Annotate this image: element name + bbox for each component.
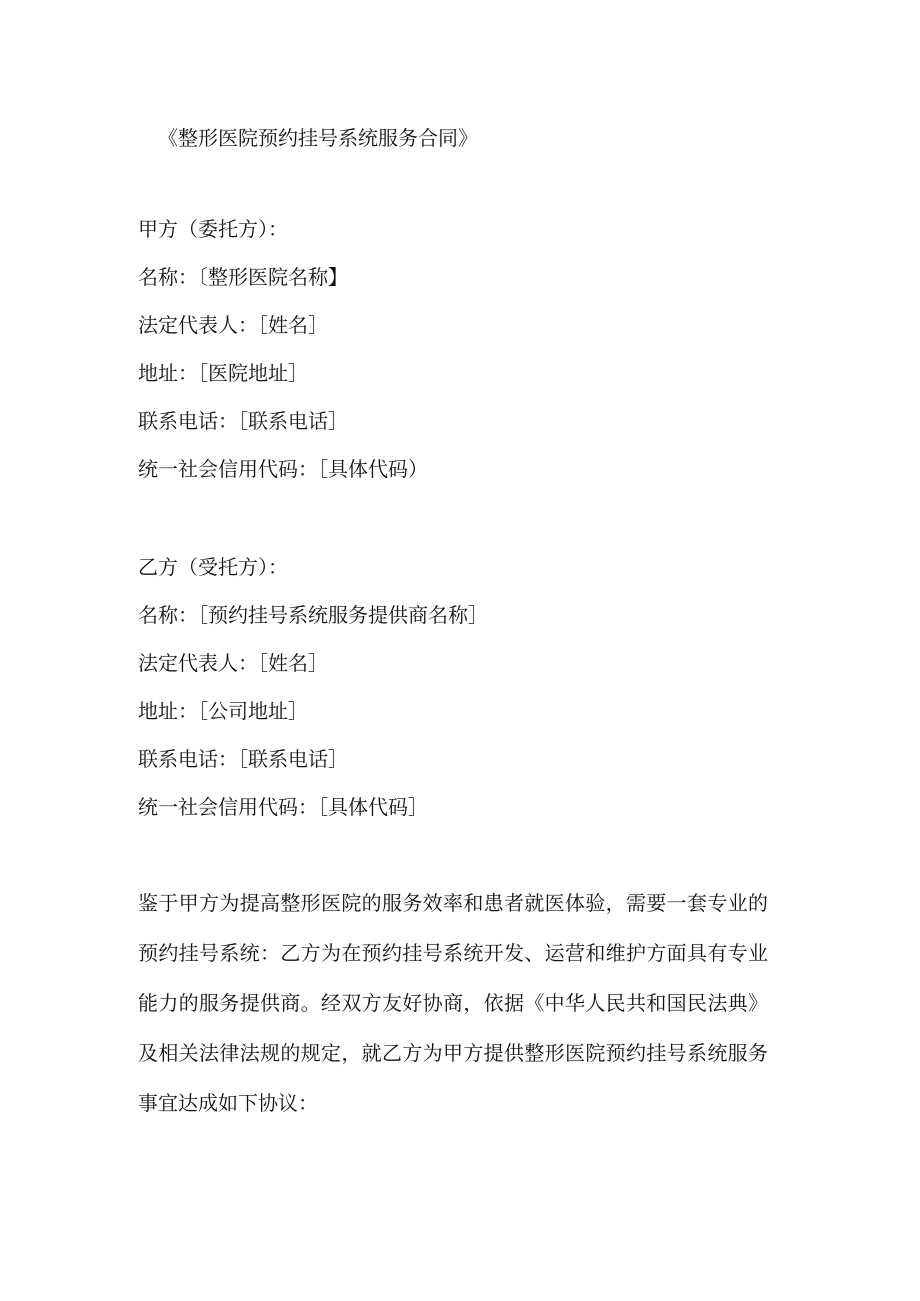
- party-b-phone: 联系电话：［联系电话］: [138, 747, 348, 771]
- preamble-paragraph: 鉴于甲方为提高整形医院的服务效率和患者就医体验，需要一套专业的预约挂号系统：乙方为在预约挂号系统开发、运营和维护方面具有专业能力的服务提供商。经双方友好协商，依据《中华人民共和国民法典》及相关法律法规的规定，就乙方为甲方提供整形医院预约挂号系统服务事宜达成如下协议：: [138, 891, 768, 1115]
- document-title: 《整形医院预约挂号系统服务合同》: [158, 126, 478, 150]
- party-a-heading: 甲方（委托方）：: [138, 217, 288, 241]
- party-b-address: 地址：［公司地址］: [138, 699, 308, 723]
- party-a-section: [138, 205, 778, 493]
- party-b-credit-code: 统一社会信用代码：［具体代码］: [138, 795, 428, 819]
- party-a-legal-rep: 法定代表人：［姓名］: [138, 313, 328, 337]
- party-b-section: [138, 543, 778, 831]
- party-a-phone: 联系电话：［联系电话］: [138, 409, 348, 433]
- party-b-name: 名称：［预约挂号系统服务提供商名称］: [138, 603, 488, 627]
- party-a-credit-code: 统一社会信用代码：［具体代码）: [138, 457, 428, 481]
- party-b-legal-rep: 法定代表人：［姓名］: [138, 651, 328, 675]
- party-a-name: 名称：〔整形医院名称】: [138, 265, 348, 289]
- party-b-heading: 乙方（受托方）：: [138, 555, 288, 579]
- party-a-address: 地址：［医院地址］: [138, 361, 308, 385]
